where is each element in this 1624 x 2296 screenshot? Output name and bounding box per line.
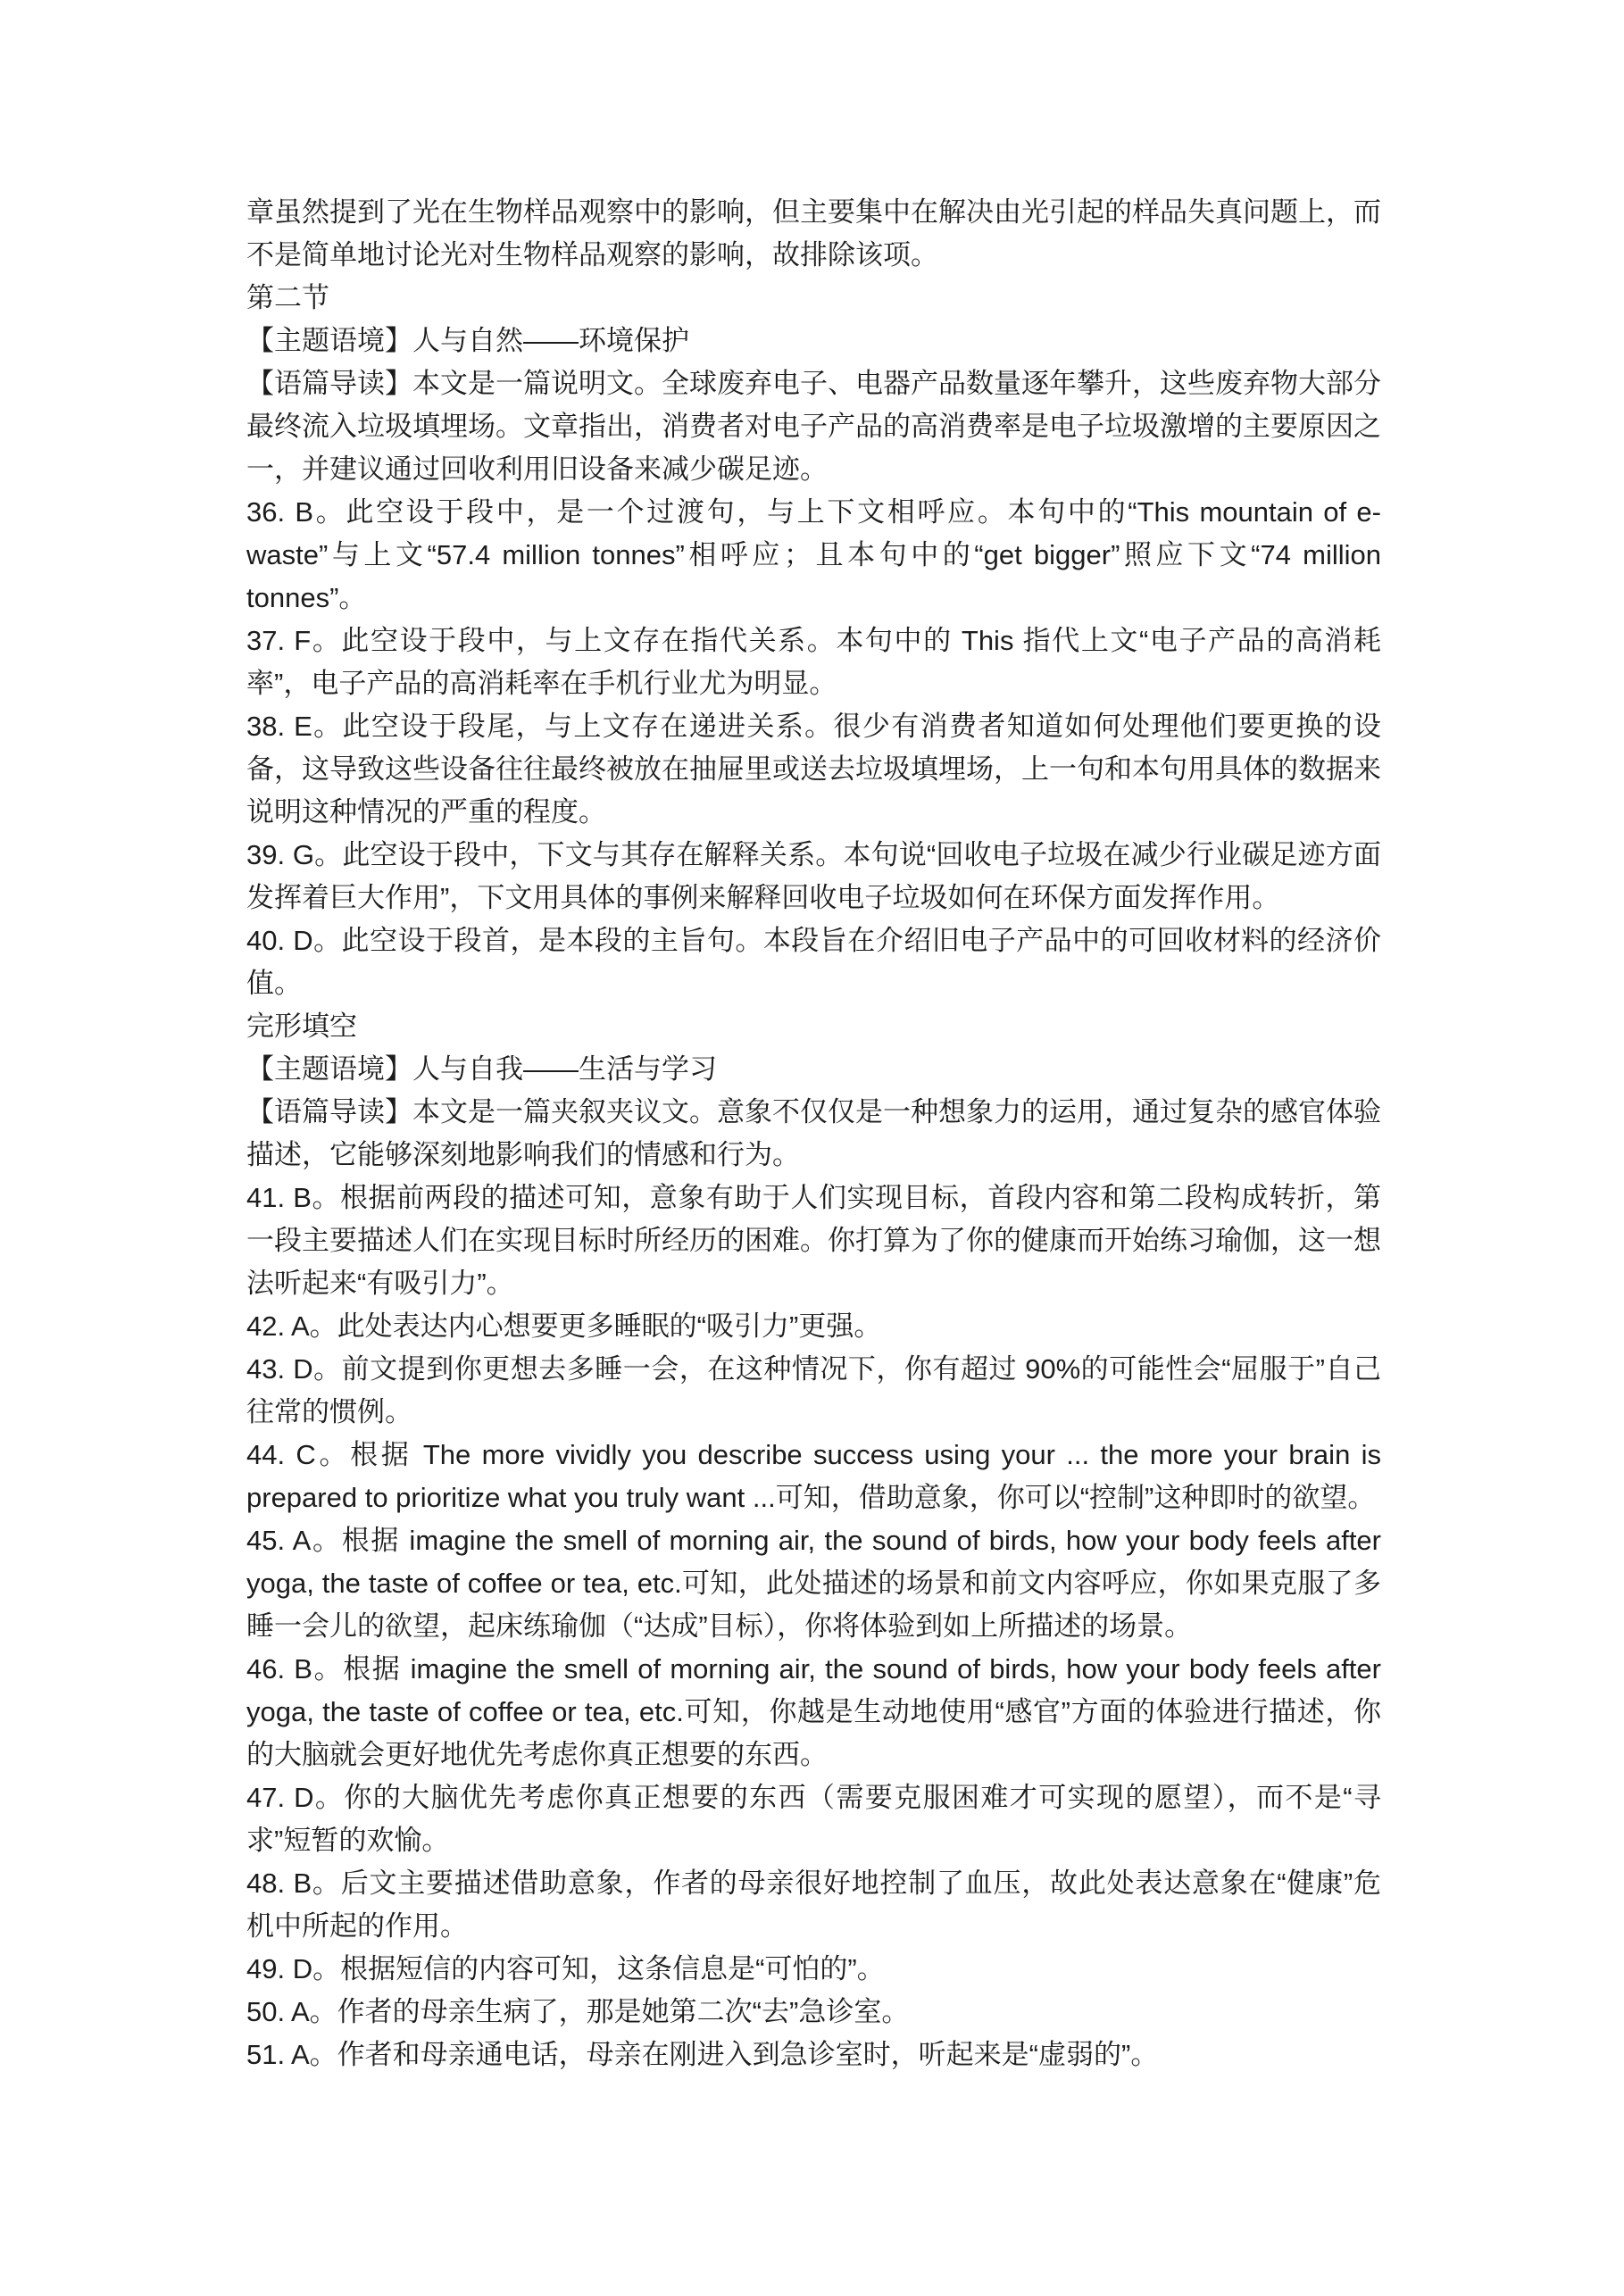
answer-50: 50. A。作者的母亲生病了，那是她第二次“去”急诊室。 xyxy=(246,1996,910,2027)
answer-36: 36. B。此空设于段中，是一个过渡句，与上下文相呼应。本句中的“This mountain of e-waste”与上文“57.4 million tonnes”相呼应；且本句中的“get bigger”照应下文“74 million tonnes”。 xyxy=(246,496,1381,613)
passage-guide-imagery: 【语篇导读】本文是一篇夹叙夹议文。意象不仅仅是一种想象力的运用，通过复杂的感官体验描述，它能够深刻地影响我们的情感和行为。 xyxy=(246,1096,1381,1170)
passage-guide-ewaste: 【语篇导读】本文是一篇说明文。全球废弃电子、电器产品数量逐年攀升，这些废弃物大部分最终流入垃圾填埋场。文章指出，消费者对电子产品的高消费率是电子垃圾激增的主要原因之一，并建议通过回收利用旧设备来减少碳足迹。 xyxy=(246,368,1381,485)
answer-key-text-block xyxy=(246,191,1381,2076)
answer-48: 48. B。后文主要描述借助意象，作者的母亲很好地控制了血压，故此处表达意象在“健康”危机中所起的作用。 xyxy=(246,1868,1381,1942)
answer-46: 46. B。根据 imagine the smell of morning air, the sound of birds, how your body feels after yoga, the taste of coffee or tea, etc.可知，你越是生动地使用“感官”方面的体验进行描述，你的大脑就会更好地优先考虑你真正想要的东西。 xyxy=(246,1653,1381,1770)
answer-45: 45. A。根据 imagine the smell of morning air, the sound of birds, how your body feels after yoga, the taste of coffee or tea, etc.可知，此处描述的场景和前文内容呼应，你如果克服了多睡一会儿的欲望，起床练瑜伽（“达成”目标），你将体验到如上所描述的场景。 xyxy=(246,1525,1381,1642)
answer-47: 47. D。你的大脑优先考虑你真正想要的东西（需要克服困难才可实现的愿望），而不是“寻求”短暂的欢愉。 xyxy=(246,1782,1381,1856)
answer-35-explanation-continued: 章虽然提到了光在生物样品观察中的影响，但主要集中在解决由光引起的样品失真问题上，而不是简单地讨论光对生物样品观察的影响，故排除该项。 xyxy=(246,196,1381,270)
answer-40: 40. D。此空设于段首，是本段的主旨句。本段旨在介绍旧电子产品中的可回收材料的经济价值。 xyxy=(246,925,1381,999)
answer-42: 42. A。此处表达内心想要更多睡眠的“吸引力”更强。 xyxy=(246,1310,882,1342)
answer-43: 43. D。前文提到你更想去多睡一会，在这种情况下，你有超过 90%的可能性会“屈服于”自己往常的惯例。 xyxy=(246,1353,1381,1427)
answer-44: 44. C。根据 The more vividly you describe success using your ... the more your brain is prepared to prioritize what you truly want ...可知，借助意象，你可以“控制”这种即时的欲望。 xyxy=(246,1439,1381,1513)
answer-49: 49. D。根据短信的内容可知，这条信息是“可怕的”。 xyxy=(246,1953,885,1984)
cloze-section-heading: 完形填空 xyxy=(246,1011,357,1042)
answer-39: 39. G。此空设于段中，下文与其存在解释关系。本句说“回收电子垃圾在减少行业碳足迹方面发挥着巨大作用”，下文用具体的事例来解释回收电子垃圾如何在环保方面发挥作用。 xyxy=(246,839,1381,913)
answer-51: 51. A。作者和母亲通电话，母亲在刚进入到急诊室时，听起来是“虚弱的”。 xyxy=(246,2039,1159,2070)
theme-context-life-learning: 【主题语境】人与自我——生活与学习 xyxy=(246,1053,717,1085)
theme-context-environment: 【主题语境】人与自然——环境保护 xyxy=(246,325,689,356)
answer-37: 37. F。此空设于段中，与上文存在指代关系。本句中的 This 指代上文“电子产品的高消耗率”，电子产品的高消耗率在手机行业尤为明显。 xyxy=(246,625,1381,699)
section-2-heading: 第二节 xyxy=(246,282,329,313)
answer-38: 38. E。此空设于段尾，与上文存在递进关系。很少有消费者知道如何处理他们要更换的设备，这导致这些设备往往最终被放在抽屉里或送去垃圾填埋场，上一句和本句用具体的数据来说明这种情况的严重的程度。 xyxy=(246,711,1381,828)
answer-41: 41. B。根据前两段的描述可知，意象有助于人们实现目标，首段内容和第二段构成转折，第一段主要描述人们在实现目标时所经历的困难。你打算为了你的健康而开始练习瑜伽，这一想法听起来“有吸引力”。 xyxy=(246,1182,1381,1299)
